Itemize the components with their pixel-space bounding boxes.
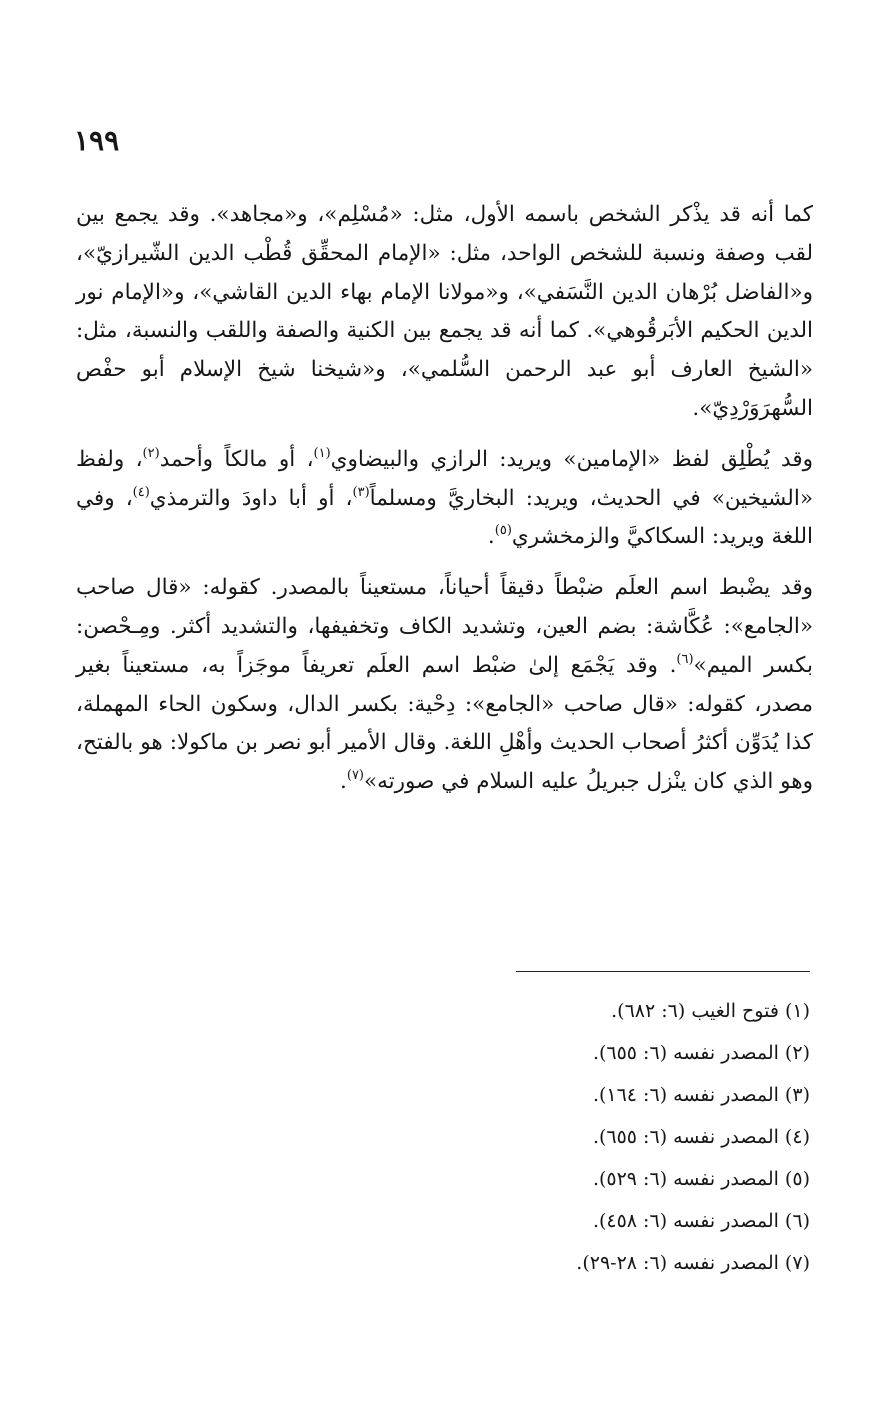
text-run: ، أو أبا داودَ والترمذي bbox=[149, 485, 353, 511]
text-run: . bbox=[487, 524, 495, 550]
footnote: (٦) المصدر نفسه (٦: ٤٥٨). bbox=[592, 1210, 810, 1232]
footnote: (٣) المصدر نفسه (٦: ١٦٤). bbox=[592, 1084, 810, 1106]
footnote-marker[interactable]: (٢) bbox=[142, 445, 160, 461]
text-run: كما أنه قد يذْكر الشخص باسمه الأول، مثل: «مُسْلِم»، و«مجاهد». وقد يجمع بين لقب وصفة ونسبة للشخص الواحد، مثل: «الإمام المحقِّق قُطْب الدين الشّيرازيّ»، و«الفاضل بُرْهان الدين النَّسَفي»، و«مولانا الإمام بهاء الدين القاشي»، و«الإمام نور الدين الحكيم الأبَرقُوهي». كما أنه قد يجمع بين الكنية والصفة واللقب والنسبة، مثل: «الشيخ العارف أبو عبد الرحمن السُّلمي»، و«شيخنا شيخ الإسلام أبو حفْص السُّهرَوَرْدِيّ». bbox=[76, 202, 813, 421]
footnote-marker[interactable]: (٤) bbox=[132, 484, 150, 500]
text-run: . وقد يَجْمَع إلىٰ ضبْط اسم العلَم تعريفاً موجَزاً به، مستعيناً بغير مصدر، كقوله: «قال صاحب «الجامع»: دِحْية: بكسر الدال، وسكون الحاء المهملة، كذا يُدَوِّن أكثرُ أصحاب الحديث وأهْلِ اللغة. وقال الأمير أبو نصر بن ماكولا: هو بالفتح، وهو الذي كان ينْزل جبريلُ عليه السلام في صورته» bbox=[76, 652, 813, 795]
footnote: (٤) المصدر نفسه (٦: ٦٥٥). bbox=[592, 1126, 810, 1148]
footnote: (٥) المصدر نفسه (٦: ٥٢٩). bbox=[592, 1168, 810, 1190]
page-number: ١٩٩ bbox=[74, 124, 120, 157]
footnote-marker[interactable]: (١) bbox=[313, 445, 331, 461]
text-run: . bbox=[340, 769, 347, 795]
text-run: ، ولفظ «الشيخين» في الحديث، ويريد: البخاريَّ ومسلماً bbox=[76, 446, 813, 511]
text-run: ، وفي اللغة ويريد: السكاكيَّ والزمخشري bbox=[76, 485, 813, 550]
footnote-divider bbox=[516, 971, 810, 972]
footnote-marker[interactable]: (٥) bbox=[494, 523, 512, 539]
text-run: وقد يُطْلِق لفظ «الإمامين» ويريد: الرازي والبيضاوي bbox=[330, 446, 813, 472]
footnote-marker[interactable]: (٧) bbox=[346, 768, 364, 784]
footnotes-list bbox=[400, 996, 810, 1290]
text-run: ، أو مالكاً وأحمد bbox=[159, 446, 314, 472]
footnote-marker[interactable]: (٦) bbox=[676, 651, 694, 667]
main-text bbox=[76, 196, 813, 814]
text-run: وقد يضْبط اسم العلَم ضبْطاً دقيقاً أحياناً، مستعيناً بالمصدر. كقوله: «قال صاحب «الجامع»: عُكَّاشة: بضم العين، وتشديد الكاف وتخفيفها، والتشديد أكثر. ومِـحْصن: بكسر الميم» bbox=[76, 575, 813, 678]
footnote: (١) فتوح الغيب (٦: ٦٨٢). bbox=[611, 1000, 810, 1022]
footnote: (٧) المصدر نفسه (٦: ٢٨-٢٩). bbox=[576, 1252, 810, 1274]
footnote: (٢) المصدر نفسه (٦: ٦٥٥). bbox=[592, 1042, 810, 1064]
paragraph bbox=[76, 441, 813, 557]
paragraph bbox=[76, 196, 813, 429]
footnote-marker[interactable]: (٣) bbox=[352, 484, 370, 500]
paragraph bbox=[76, 569, 813, 802]
